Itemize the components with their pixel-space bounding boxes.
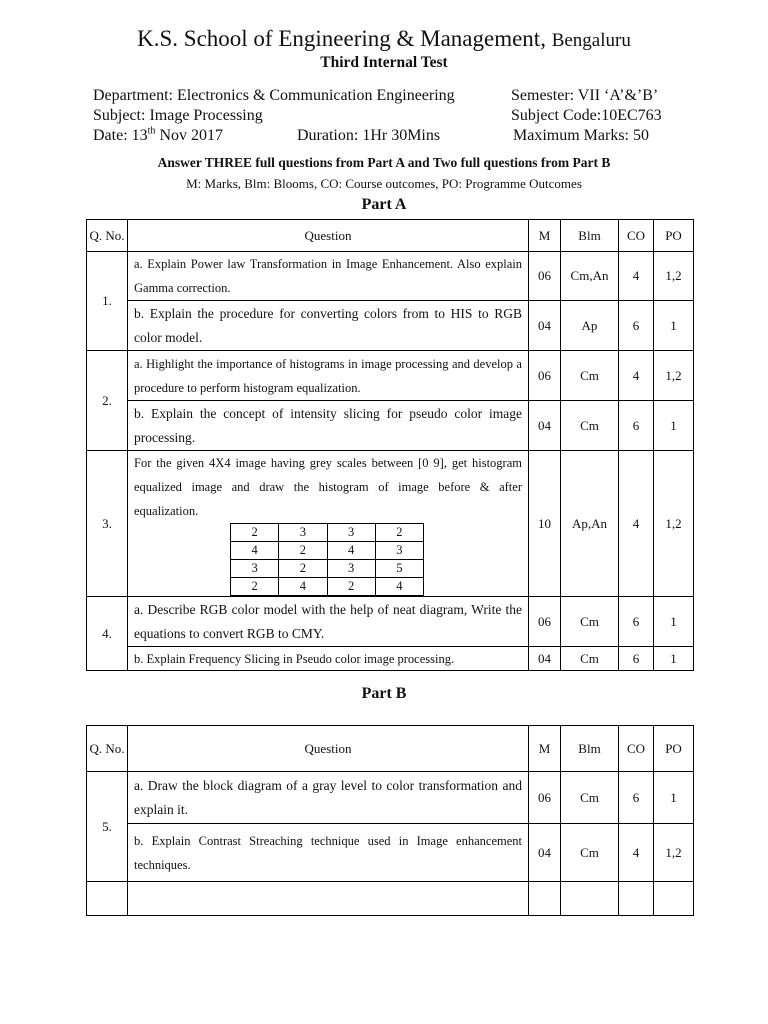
header-m: M bbox=[529, 726, 561, 772]
institution-name: K.S. School of Engineering & Management, bbox=[137, 26, 546, 51]
question-text: b. Explain the concept of intensity slicing for pseudo color image processing. bbox=[128, 401, 529, 451]
department: Department: Electronics & Communication Engineering bbox=[93, 87, 455, 104]
empty-cell bbox=[87, 882, 128, 916]
legend: M: Marks, Blm: Blooms, CO: Course outcomes, PO: Programme Outcomes bbox=[186, 176, 582, 191]
blooms: Cm bbox=[561, 772, 619, 824]
empty-cell bbox=[128, 882, 529, 916]
date-suffix: Nov 2017 bbox=[155, 127, 223, 144]
instructions: Answer THREE full questions from Part A and Two full questions from Part B bbox=[157, 155, 611, 170]
header-question: Question bbox=[128, 220, 529, 252]
blooms: Ap bbox=[561, 301, 619, 351]
blooms: Cm bbox=[561, 401, 619, 451]
blooms: Cm bbox=[561, 647, 619, 671]
table-row bbox=[87, 252, 694, 301]
header-blm: Blm bbox=[561, 726, 619, 772]
empty-cell bbox=[654, 882, 694, 916]
header-qno: Q. No. bbox=[87, 220, 128, 252]
matrix-cell: 3 bbox=[327, 524, 375, 542]
table-row bbox=[87, 301, 694, 351]
semester: Semester: VII ‘A’&’B’ bbox=[511, 87, 659, 104]
question-number: 5. bbox=[87, 772, 128, 882]
matrix-cell: 4 bbox=[375, 578, 423, 596]
date-prefix: Date: 13 bbox=[93, 127, 148, 144]
maximum-marks: Maximum Marks: 50 bbox=[513, 127, 649, 144]
question-number: 3. bbox=[87, 451, 128, 597]
question-text: b. Explain Contrast Streaching technique used in Image enhancement techniques. bbox=[128, 824, 529, 882]
question-number: 1. bbox=[87, 252, 128, 351]
blooms: Ap,An bbox=[561, 451, 619, 597]
programme-outcome: 1,2 bbox=[654, 252, 694, 301]
course-outcome: 4 bbox=[619, 252, 654, 301]
blooms: Cm bbox=[561, 824, 619, 882]
programme-outcome: 1 bbox=[654, 772, 694, 824]
part-a-title: Part A bbox=[361, 196, 407, 213]
course-outcome: 4 bbox=[619, 351, 654, 401]
table-row bbox=[87, 597, 694, 647]
matrix-cell: 2 bbox=[231, 524, 279, 542]
marks: 06 bbox=[529, 351, 561, 401]
table-header-row bbox=[87, 220, 694, 252]
matrix-cell: 4 bbox=[279, 578, 327, 596]
blooms: Cm bbox=[561, 597, 619, 647]
date-sup: th bbox=[147, 125, 156, 137]
institution-city: Bengaluru bbox=[551, 30, 631, 51]
header-m: M bbox=[529, 220, 561, 252]
header-question: Question bbox=[128, 726, 529, 772]
blooms: Cm bbox=[561, 351, 619, 401]
matrix-cell: 2 bbox=[279, 542, 327, 560]
programme-outcome: 1 bbox=[654, 647, 694, 671]
table-row bbox=[87, 351, 694, 401]
matrix-cell: 3 bbox=[231, 560, 279, 578]
marks: 04 bbox=[529, 301, 561, 351]
marks: 10 bbox=[529, 451, 561, 597]
part-b-table bbox=[86, 725, 694, 916]
question-text: For the given 4X4 image having grey scales between [0 9], get histogram equalized image and draw the histogram of image before & after equalization. bbox=[134, 456, 522, 518]
question-text: b. Explain Frequency Slicing in Pseudo color image processing. bbox=[128, 647, 529, 671]
matrix-row bbox=[231, 542, 424, 560]
course-outcome: 4 bbox=[619, 824, 654, 882]
part-b-title: Part B bbox=[361, 685, 407, 702]
programme-outcome: 1 bbox=[654, 301, 694, 351]
exam-date bbox=[93, 126, 223, 146]
header-co: CO bbox=[619, 726, 654, 772]
question-text: a. Highlight the importance of histograms in image processing and develop a procedure to perform histogram equalization. bbox=[128, 351, 529, 401]
marks: 04 bbox=[529, 401, 561, 451]
question-cell bbox=[128, 451, 529, 597]
matrix-cell: 2 bbox=[327, 578, 375, 596]
matrix-cell: 3 bbox=[327, 560, 375, 578]
table-header-row bbox=[87, 726, 694, 772]
matrix-cell: 3 bbox=[279, 524, 327, 542]
programme-outcome: 1,2 bbox=[654, 824, 694, 882]
subject: Subject: Image Processing bbox=[93, 107, 263, 124]
question-text: b. Explain the procedure for converting colors from to HIS to RGB color model. bbox=[128, 301, 529, 351]
course-outcome: 4 bbox=[619, 451, 654, 597]
course-outcome: 6 bbox=[619, 772, 654, 824]
header-co: CO bbox=[619, 220, 654, 252]
marks: 06 bbox=[529, 252, 561, 301]
duration: Duration: 1Hr 30Mins bbox=[297, 127, 441, 144]
header-qno: Q. No. bbox=[87, 726, 128, 772]
course-outcome: 6 bbox=[619, 301, 654, 351]
empty-cell bbox=[561, 882, 619, 916]
matrix-row bbox=[231, 578, 424, 596]
matrix-cell: 2 bbox=[279, 560, 327, 578]
matrix-row bbox=[231, 560, 424, 578]
header-po: PO bbox=[654, 726, 694, 772]
marks: 04 bbox=[529, 824, 561, 882]
course-outcome: 6 bbox=[619, 597, 654, 647]
institution-title bbox=[0, 26, 768, 52]
table-row bbox=[87, 451, 694, 597]
marks: 06 bbox=[529, 772, 561, 824]
part-a-table bbox=[86, 219, 694, 671]
blooms: Cm,An bbox=[561, 252, 619, 301]
table-row bbox=[87, 772, 694, 824]
course-outcome: 6 bbox=[619, 647, 654, 671]
empty-cell bbox=[619, 882, 654, 916]
matrix-cell: 3 bbox=[375, 542, 423, 560]
subject-code: Subject Code:10EC763 bbox=[511, 107, 662, 124]
programme-outcome: 1 bbox=[654, 597, 694, 647]
question-number: 4. bbox=[87, 597, 128, 671]
matrix-cell: 5 bbox=[375, 560, 423, 578]
matrix-cell: 4 bbox=[231, 542, 279, 560]
test-title: Third Internal Test bbox=[320, 54, 448, 71]
matrix-cell: 2 bbox=[375, 524, 423, 542]
question-number: 2. bbox=[87, 351, 128, 451]
image-matrix bbox=[230, 523, 424, 596]
programme-outcome: 1 bbox=[654, 401, 694, 451]
marks: 06 bbox=[529, 597, 561, 647]
table-row bbox=[87, 647, 694, 671]
question-text: a. Describe RGB color model with the help of neat diagram, Write the equations to convert RGB to CMY. bbox=[128, 597, 529, 647]
header-blm: Blm bbox=[561, 220, 619, 252]
course-outcome: 6 bbox=[619, 401, 654, 451]
question-text: a. Explain Power law Transformation in Image Enhancement. Also explain Gamma correction. bbox=[128, 252, 529, 301]
programme-outcome: 1,2 bbox=[654, 451, 694, 597]
matrix-cell: 4 bbox=[327, 542, 375, 560]
marks: 04 bbox=[529, 647, 561, 671]
matrix-row bbox=[231, 524, 424, 542]
empty-cell bbox=[529, 882, 561, 916]
table-row bbox=[87, 824, 694, 882]
matrix-cell: 2 bbox=[231, 578, 279, 596]
table-row bbox=[87, 401, 694, 451]
programme-outcome: 1,2 bbox=[654, 351, 694, 401]
question-text: a. Draw the block diagram of a gray level to color transformation and explain it. bbox=[128, 772, 529, 824]
empty-row bbox=[87, 882, 694, 916]
header-po: PO bbox=[654, 220, 694, 252]
